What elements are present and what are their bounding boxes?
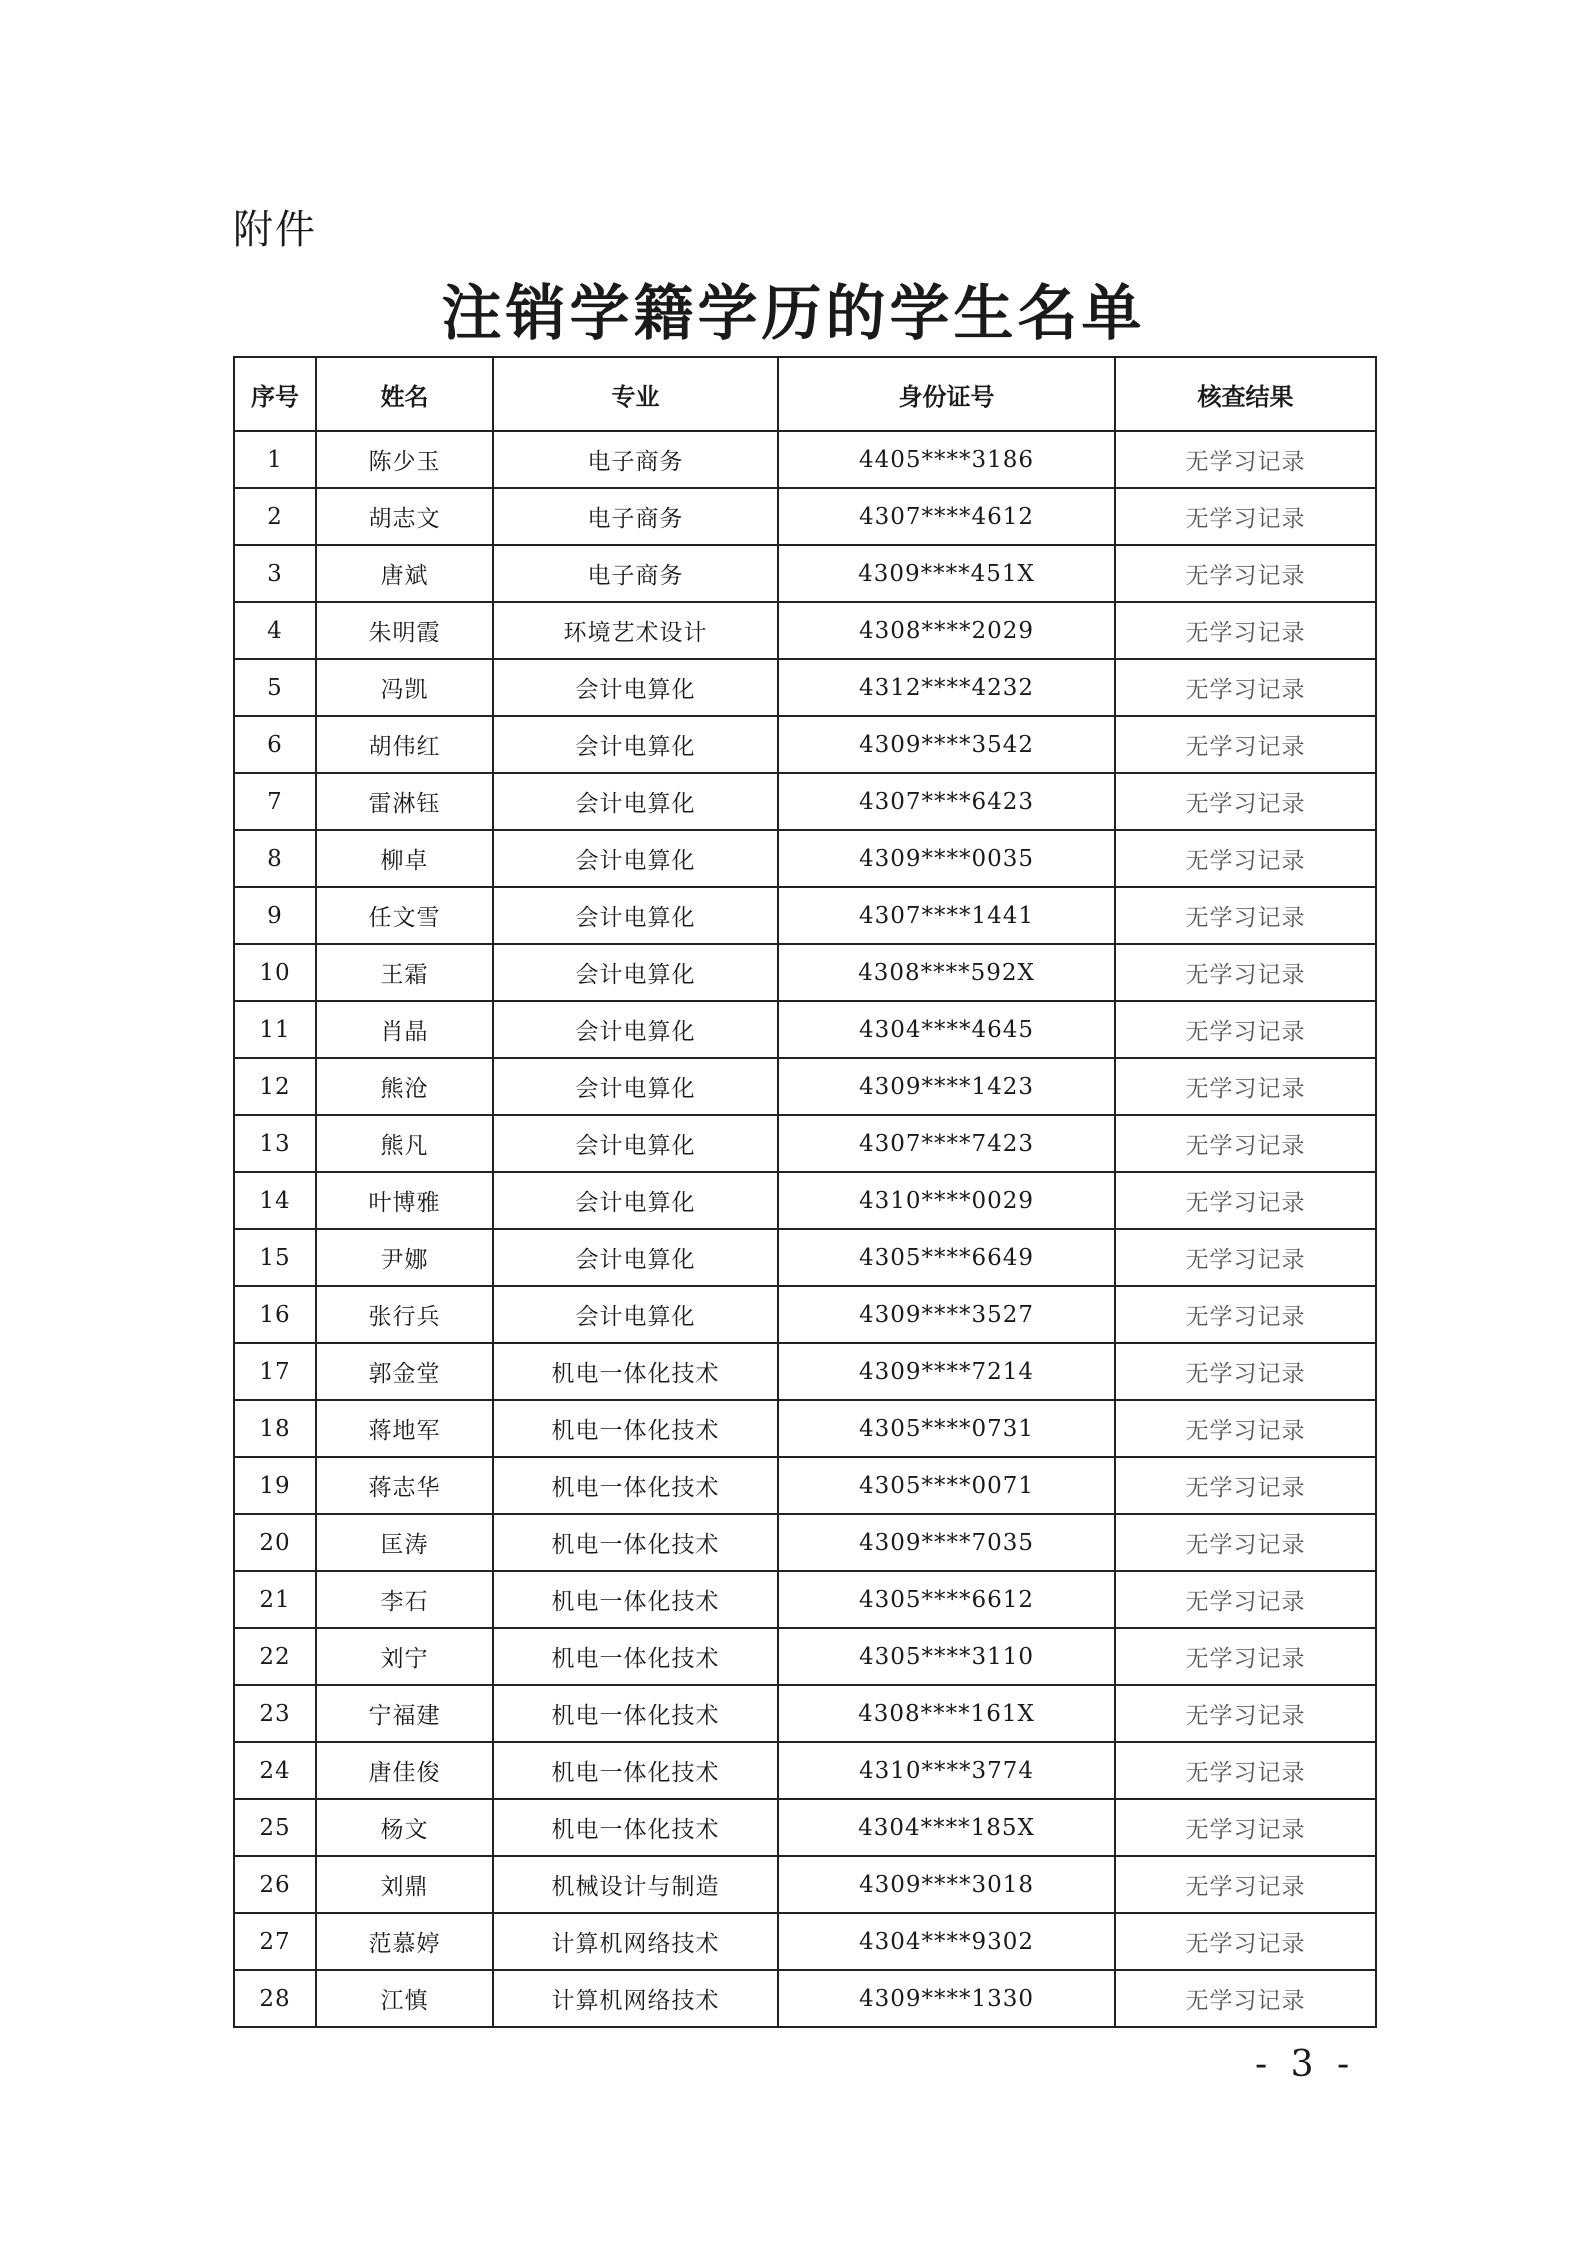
table-row — [234, 887, 1376, 944]
cell-major: 机电一体化技术 — [493, 1628, 778, 1685]
cell-check-result: 无学习记录 — [1115, 830, 1376, 887]
cell-check-result: 无学习记录 — [1115, 1913, 1376, 1970]
cell-index: 25 — [234, 1799, 316, 1856]
header-major: 专业 — [493, 357, 778, 431]
cell-check-result: 无学习记录 — [1115, 1229, 1376, 1286]
cell-check-result: 无学习记录 — [1115, 1970, 1376, 2027]
cell-id-number: 4305****0731 — [778, 1400, 1115, 1457]
cell-index: 22 — [234, 1628, 316, 1685]
table-row — [234, 1058, 1376, 1115]
table-row — [234, 716, 1376, 773]
cell-name: 刘鼎 — [316, 1856, 493, 1913]
table-row — [234, 944, 1376, 1001]
header-index: 序号 — [234, 357, 316, 431]
cell-id-number: 4308****2029 — [778, 602, 1115, 659]
cell-name: 熊沧 — [316, 1058, 493, 1115]
table-row — [234, 1742, 1376, 1799]
cell-id-number: 4308****161X — [778, 1685, 1115, 1742]
cell-index: 7 — [234, 773, 316, 830]
cell-major: 会计电算化 — [493, 887, 778, 944]
cell-check-result: 无学习记录 — [1115, 431, 1376, 488]
cell-major: 机电一体化技术 — [493, 1457, 778, 1514]
cell-major: 机电一体化技术 — [493, 1742, 778, 1799]
cell-major: 计算机网络技术 — [493, 1913, 778, 1970]
cell-id-number: 4310****3774 — [778, 1742, 1115, 1799]
cell-check-result: 无学习记录 — [1115, 716, 1376, 773]
cell-index: 15 — [234, 1229, 316, 1286]
cell-index: 10 — [234, 944, 316, 1001]
cell-index: 17 — [234, 1343, 316, 1400]
cell-id-number: 4309****1423 — [778, 1058, 1115, 1115]
cell-check-result: 无学习记录 — [1115, 1001, 1376, 1058]
cell-id-number: 4305****3110 — [778, 1628, 1115, 1685]
cell-major: 机械设计与制造 — [493, 1856, 778, 1913]
cell-index: 26 — [234, 1856, 316, 1913]
table-row — [234, 1856, 1376, 1913]
cell-index: 16 — [234, 1286, 316, 1343]
cell-check-result: 无学习记录 — [1115, 1571, 1376, 1628]
cell-check-result: 无学习记录 — [1115, 944, 1376, 1001]
cell-check-result: 无学习记录 — [1115, 488, 1376, 545]
cell-major: 机电一体化技术 — [493, 1571, 778, 1628]
cell-index: 23 — [234, 1685, 316, 1742]
cell-major: 会计电算化 — [493, 659, 778, 716]
cell-index: 12 — [234, 1058, 316, 1115]
cell-major: 会计电算化 — [493, 830, 778, 887]
attachment-label: 附件 — [233, 207, 317, 253]
cell-major: 机电一体化技术 — [493, 1400, 778, 1457]
cell-check-result: 无学习记录 — [1115, 1457, 1376, 1514]
cell-id-number: 4309****3527 — [778, 1286, 1115, 1343]
cell-id-number: 4304****9302 — [778, 1913, 1115, 1970]
cell-check-result: 无学习记录 — [1115, 1058, 1376, 1115]
cell-check-result: 无学习记录 — [1115, 659, 1376, 716]
cell-id-number: 4307****6423 — [778, 773, 1115, 830]
table-row — [234, 1514, 1376, 1571]
table-header-row — [234, 357, 1376, 431]
table-row — [234, 1799, 1376, 1856]
table-row — [234, 602, 1376, 659]
cell-name: 李石 — [316, 1571, 493, 1628]
cell-name: 蒋志华 — [316, 1457, 493, 1514]
cell-index: 9 — [234, 887, 316, 944]
cell-name: 唐佳俊 — [316, 1742, 493, 1799]
cell-major: 机电一体化技术 — [493, 1685, 778, 1742]
cell-name: 刘宁 — [316, 1628, 493, 1685]
cell-check-result: 无学习记录 — [1115, 1286, 1376, 1343]
cell-major: 会计电算化 — [493, 944, 778, 1001]
cell-check-result: 无学习记录 — [1115, 1343, 1376, 1400]
cell-index: 6 — [234, 716, 316, 773]
cell-id-number: 4309****3542 — [778, 716, 1115, 773]
cell-name: 蒋地军 — [316, 1400, 493, 1457]
cell-id-number: 4309****1330 — [778, 1970, 1115, 2027]
cell-id-number: 4312****4232 — [778, 659, 1115, 716]
cell-major: 计算机网络技术 — [493, 1970, 778, 2027]
cell-major: 会计电算化 — [493, 1286, 778, 1343]
cell-check-result: 无学习记录 — [1115, 602, 1376, 659]
cell-id-number: 4307****4612 — [778, 488, 1115, 545]
table-row — [234, 1172, 1376, 1229]
cell-index: 13 — [234, 1115, 316, 1172]
cell-id-number: 4309****451X — [778, 545, 1115, 602]
table-row — [234, 1913, 1376, 1970]
cell-name: 江慎 — [316, 1970, 493, 2027]
cell-check-result: 无学习记录 — [1115, 1685, 1376, 1742]
cell-index: 2 — [234, 488, 316, 545]
cell-id-number: 4309****7214 — [778, 1343, 1115, 1400]
cell-check-result: 无学习记录 — [1115, 1172, 1376, 1229]
cell-name: 肖晶 — [316, 1001, 493, 1058]
cell-name: 胡志文 — [316, 488, 493, 545]
header-name: 姓名 — [316, 357, 493, 431]
cell-index: 18 — [234, 1400, 316, 1457]
table-row — [234, 1115, 1376, 1172]
table-row — [234, 659, 1376, 716]
cell-name: 宁福建 — [316, 1685, 493, 1742]
cell-check-result: 无学习记录 — [1115, 545, 1376, 602]
cell-index: 28 — [234, 1970, 316, 2027]
cell-id-number: 4309****0035 — [778, 830, 1115, 887]
cell-id-number: 4304****185X — [778, 1799, 1115, 1856]
table-row — [234, 545, 1376, 602]
cell-check-result: 无学习记录 — [1115, 1856, 1376, 1913]
cell-name: 胡伟红 — [316, 716, 493, 773]
cell-index: 21 — [234, 1571, 316, 1628]
cell-name: 叶博雅 — [316, 1172, 493, 1229]
cell-index: 3 — [234, 545, 316, 602]
cell-check-result: 无学习记录 — [1115, 1742, 1376, 1799]
cell-index: 24 — [234, 1742, 316, 1799]
cell-major: 会计电算化 — [493, 773, 778, 830]
cell-id-number: 4309****7035 — [778, 1514, 1115, 1571]
header-check-result: 核查结果 — [1115, 357, 1376, 431]
table-body — [234, 431, 1376, 2027]
cell-name: 杨文 — [316, 1799, 493, 1856]
cell-index: 4 — [234, 602, 316, 659]
cell-major: 机电一体化技术 — [493, 1799, 778, 1856]
table-row — [234, 1286, 1376, 1343]
cell-name: 张行兵 — [316, 1286, 493, 1343]
cell-index: 8 — [234, 830, 316, 887]
cell-index: 27 — [234, 1913, 316, 1970]
page-number: - 3 - — [1255, 2044, 1356, 2085]
student-roster-table — [233, 356, 1377, 2028]
cell-index: 14 — [234, 1172, 316, 1229]
table-row — [234, 1001, 1376, 1058]
table-row — [234, 1400, 1376, 1457]
cell-name: 熊凡 — [316, 1115, 493, 1172]
cell-id-number: 4308****592X — [778, 944, 1115, 1001]
cell-id-number: 4305****0071 — [778, 1457, 1115, 1514]
cell-check-result: 无学习记录 — [1115, 1514, 1376, 1571]
table-row — [234, 830, 1376, 887]
cell-check-result: 无学习记录 — [1115, 1400, 1376, 1457]
cell-name: 尹娜 — [316, 1229, 493, 1286]
cell-name: 雷淋钰 — [316, 773, 493, 830]
cell-id-number: 4405****3186 — [778, 431, 1115, 488]
table-row — [234, 1628, 1376, 1685]
cell-id-number: 4305****6649 — [778, 1229, 1115, 1286]
cell-id-number: 4305****6612 — [778, 1571, 1115, 1628]
cell-major: 会计电算化 — [493, 1229, 778, 1286]
cell-name: 陈少玉 — [316, 431, 493, 488]
cell-id-number: 4307****7423 — [778, 1115, 1115, 1172]
cell-check-result: 无学习记录 — [1115, 1115, 1376, 1172]
cell-major: 会计电算化 — [493, 716, 778, 773]
cell-name: 朱明霞 — [316, 602, 493, 659]
document-title: 注销学籍学历的学生名单 — [441, 279, 1146, 349]
cell-name: 郭金堂 — [316, 1343, 493, 1400]
cell-check-result: 无学习记录 — [1115, 887, 1376, 944]
cell-major: 电子商务 — [493, 545, 778, 602]
cell-index: 5 — [234, 659, 316, 716]
cell-id-number: 4304****4645 — [778, 1001, 1115, 1058]
cell-id-number: 4310****0029 — [778, 1172, 1115, 1229]
cell-check-result: 无学习记录 — [1115, 1799, 1376, 1856]
cell-id-number: 4307****1441 — [778, 887, 1115, 944]
cell-name: 匡涛 — [316, 1514, 493, 1571]
cell-check-result: 无学习记录 — [1115, 773, 1376, 830]
table-row — [234, 431, 1376, 488]
cell-index: 20 — [234, 1514, 316, 1571]
cell-index: 1 — [234, 431, 316, 488]
cell-major: 会计电算化 — [493, 1115, 778, 1172]
cell-major: 会计电算化 — [493, 1058, 778, 1115]
table-row — [234, 1457, 1376, 1514]
table-row — [234, 773, 1376, 830]
table-row — [234, 1229, 1376, 1286]
cell-index: 11 — [234, 1001, 316, 1058]
cell-index: 19 — [234, 1457, 316, 1514]
cell-name: 王霜 — [316, 944, 493, 1001]
cell-major: 电子商务 — [493, 431, 778, 488]
cell-id-number: 4309****3018 — [778, 1856, 1115, 1913]
table-row — [234, 1571, 1376, 1628]
cell-major: 会计电算化 — [493, 1172, 778, 1229]
cell-major: 机电一体化技术 — [493, 1343, 778, 1400]
cell-check-result: 无学习记录 — [1115, 1628, 1376, 1685]
cell-major: 会计电算化 — [493, 1001, 778, 1058]
table-row — [234, 488, 1376, 545]
cell-major: 环境艺术设计 — [493, 602, 778, 659]
table-row — [234, 1970, 1376, 2027]
cell-name: 冯凯 — [316, 659, 493, 716]
table-row — [234, 1685, 1376, 1742]
header-id-number: 身份证号 — [778, 357, 1115, 431]
cell-name: 柳卓 — [316, 830, 493, 887]
cell-major: 电子商务 — [493, 488, 778, 545]
table-row — [234, 1343, 1376, 1400]
cell-name: 范慕婷 — [316, 1913, 493, 1970]
cell-name: 任文雪 — [316, 887, 493, 944]
cell-major: 机电一体化技术 — [493, 1514, 778, 1571]
cell-name: 唐斌 — [316, 545, 493, 602]
